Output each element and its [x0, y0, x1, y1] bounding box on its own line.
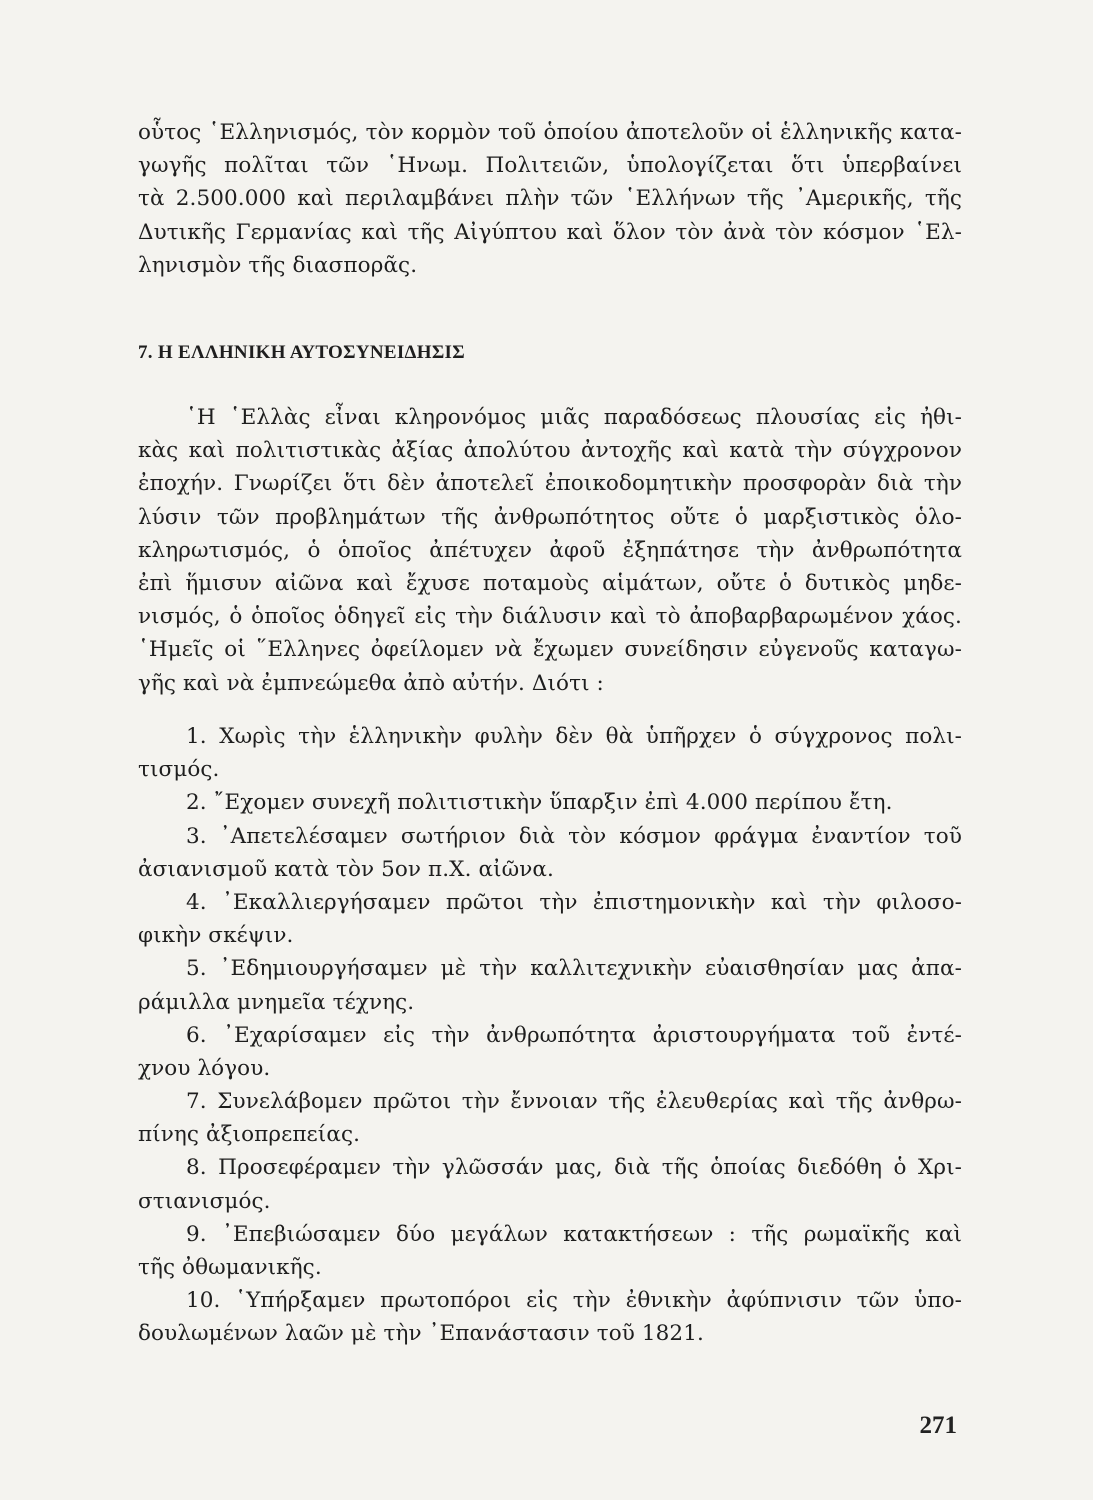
- text-line: οὗτος ῾Ελληνισμός, τὸν κορμὸν τοῦ ὁποίου ἀποτελοῦν οἱ ἑλληνικῆς κατα-: [138, 120, 962, 145]
- list-item: 4. ᾿Εκαλλιεργήσαμεν πρῶτοι τὴν ἐπιστημονικὴν καὶ τὴν φιλοσο-: [186, 889, 962, 915]
- text-line: γῆς καὶ νὰ ἐμπνεώμεθα ἀπὸ αὐτήν. Διότι :: [138, 670, 604, 696]
- list-item-continuation: φικὴν σκέψιν.: [138, 923, 294, 949]
- text-line: ῾Ημεῖς οἱ ῞Ελληνες ὀφείλομεν νὰ ἔχωμεν συνείδησιν εὐγενοῦς καταγω-: [138, 637, 962, 663]
- text-line: ἐπὶ ἥμισυν αἰῶνα καὶ ἔχυσε ποταμοὺς αἱμάτων, οὔτε ὁ δυτικὸς μηδε-: [138, 570, 962, 596]
- text-line: ληνισμὸν τῆς διασπορᾶς.: [138, 252, 418, 278]
- list-item-continuation: πίνης ἀξιοπρεπείας.: [138, 1122, 361, 1148]
- list-item: 7. Συνελάβομεν πρῶτοι τὴν ἔννοιαν τῆς ἐλευθερίας καὶ τῆς ἀνθρω-: [186, 1089, 962, 1115]
- text-line: ἐποχήν. Γνωρίζει ὅτι δὲν ἀποτελεῖ ἐποικοδομητικὴν προσφορὰν διὰ τὴν: [138, 471, 962, 497]
- list-item-continuation: δουλωμένων λαῶν μὲ τὴν ᾿Επανάστασιν τοῦ 1821.: [138, 1321, 704, 1347]
- list-item: 10. ῾Υπήρξαμεν πρωτοπόροι εἰς τὴν ἐθνικὴν ἀφύπνισιν τῶν ὑπο-: [186, 1288, 962, 1314]
- list-item: 9. ᾿Επεβιώσαμεν δύο μεγάλων κατακτήσεων : τῆς ρωμαϊκῆς καὶ: [186, 1221, 962, 1247]
- list-item-continuation: στιανισμός.: [138, 1188, 271, 1214]
- text-line: Δυτικῆς Γερμανίας καὶ τῆς Αἰγύπτου καὶ ὅλον τὸν ἀνὰ τὸν κόσμον ῾Ελ-: [138, 219, 962, 245]
- list-item-continuation: χνου λόγου.: [138, 1055, 271, 1081]
- list-item-continuation: ράμιλλα μνημεῖα τέχνης.: [138, 989, 415, 1015]
- text-line: γωγῆς πολῖται τῶν ῾Ηνωμ. Πολιτειῶν, ὑπολογίζεται ὅτι ὑπερβαίνει: [138, 153, 962, 179]
- text-line: ῾Η ῾Ελλὰς εἶναι κληρονόμος μιᾶς παραδόσεως πλουσίας εἰς ἠθι-: [186, 405, 962, 430]
- text-line: λύσιν τῶν προβλημάτων τῆς ἀνθρωπότητος οὔτε ὁ μαρξιστικὸς ὁλο-: [138, 504, 962, 530]
- body-paragraph: [138, 401, 962, 700]
- list-item-continuation: ἀσιανισμοῦ κατὰ τὸν 5ον π.Χ. αἰῶνα.: [138, 856, 554, 882]
- list-item: 8. Προσεφέραμεν τὴν γλῶσσάν μας, διὰ τῆς ὁποίας διεδόθη ὁ Χρι-: [186, 1155, 962, 1181]
- list-item: 5. ᾿Εδημιουργήσαμεν μὲ τὴν καλλιτεχνικὴν εὐαισθησίαν μας ἀπα-: [186, 956, 962, 982]
- page-number: 271: [919, 1412, 957, 1439]
- text-line: τὰ 2.500.000 καὶ περιλαμβάνει πλὴν τῶν ῾Ελλήνων τῆς ᾿Αμερικῆς, τῆς: [138, 186, 962, 212]
- numbered-list: [138, 720, 962, 1351]
- intro-paragraph: [138, 116, 962, 282]
- list-item: 2. ῎Εχομεν συνεχῆ πολιτιστικὴν ὕπαρξιν ἐπὶ 4.000 περίπου ἔτη.: [186, 790, 893, 816]
- list-item: 6. ᾿Εχαρίσαμεν εἰς τὴν ἀνθρωπότητα ἀριστουργήματα τοῦ ἐντέ-: [186, 1022, 962, 1048]
- section-heading: 7. Η ΕΛΛΗΝΙΚΗ ΑΥΤΟΣΥΝΕΙΔΗΣΙΣ: [138, 342, 465, 363]
- list-item: 1. Χωρὶς τὴν ἑλληνικὴν φυλὴν δὲν θὰ ὑπῆρχεν ὁ σύγχρονος πολι-: [186, 724, 962, 749]
- list-item-continuation: τισμός.: [138, 757, 220, 783]
- text-line: κληρωτισμός, ὁ ὁποῖος ἀπέτυχεν ἀφοῦ ἐξηπάτησε τὴν ἀνθρωπότητα: [138, 537, 962, 563]
- list-item-continuation: τῆς ὀθωμανικῆς.: [138, 1255, 322, 1280]
- list-item: 3. ᾿Απετελέσαμεν σωτήριον διὰ τὸν κόσμον φράγμα ἐναντίον τοῦ: [186, 823, 962, 849]
- text-line: κὰς καὶ πολιτιστικὰς ἀξίας ἀπολύτου ἀντοχῆς καὶ κατὰ τὴν σύγχρονον: [138, 438, 962, 464]
- text-line: νισμός, ὁ ὁποῖος ὁδηγεῖ εἰς τὴν διάλυσιν καὶ τὸ ἀποβαρβαρωμένον χάος.: [138, 604, 962, 630]
